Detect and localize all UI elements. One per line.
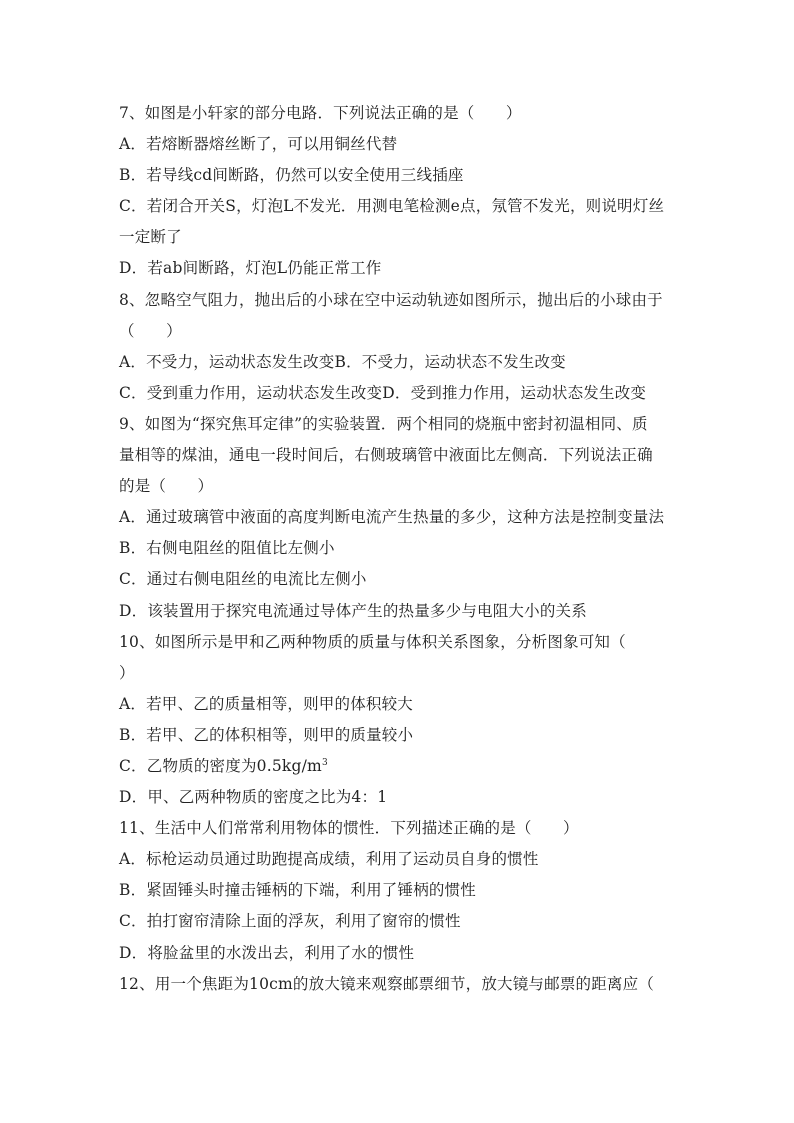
q10-option-c-exponent: 3 [321,757,328,768]
q7-option-d: D．若ab间断路，灯泡L仍能正常工作 [119,259,382,278]
q10-option-b: B．若甲、乙的体积相等，则甲的质量较小 [119,725,414,744]
q10-option-d: D．甲、乙两种物质的密度之比为4：1 [119,788,388,807]
q10-option-c-text: C．乙物质的密度为0.5kg/m [119,756,322,775]
q8-options-ab: A．不受力，运动状态发生改变B．不受力，运动状态不发生改变 [119,352,566,371]
q9-option-a: A．通过玻璃管中液面的高度判断电流产生热量的多少，这种方法是控制变量法 [119,508,665,527]
q10-option-a: A．若甲、乙的质量相等，则甲的体积较大 [119,694,413,713]
q9-stem-cont-1: 量相等的煤油，通电一段时间后，右侧玻璃管中液面比左侧高．下列说法正确 [119,446,653,465]
q7-option-a: A．若熔断器熔丝断了，可以用铜丝代替 [119,135,398,154]
q9-option-d: D．该装置用于探究电流通过导体产生的热量多少与电阻大小的关系 [119,601,587,620]
q8-stem-cont: （ ） [119,321,182,340]
q9-stem-cont-2: 的是（ ） [119,477,214,496]
q9-stem: 9、如图为“探究焦耳定律”的实验装置．两个相同的烧瓶中密封初温相同、质 [119,414,648,433]
question-text [119,98,679,1000]
q7-stem: 7、如图是小轩家的部分电路．下列说法正确的是（ ） [119,104,522,122]
q7-option-c: C．若闭合开关S，灯泡L不发光．用测电笔检测e点，氖管不发光，则说明灯丝 [119,197,665,216]
q10-stem: 10、如图所示是甲和乙两种物质的质量与体积关系图象，分析图象可知（ [119,632,626,651]
q7-option-c-cont: 一定断了 [119,228,182,247]
q8-options-cd: C．受到重力作用，运动状态发生改变D．受到推力作用，运动状态发生改变 [119,383,647,402]
q11-option-c: C．拍打窗帘清除上面的浮灰，利用了窗帘的惯性 [119,912,461,931]
q9-option-b: B．右侧电阻丝的阻值比左侧小 [119,539,335,558]
q11-option-b: B．紧固锤头时撞击锤柄的下端，利用了锤柄的惯性 [119,881,476,900]
q12-stem: 12、用一个焦距为10cm的放大镜来观察邮票细节，放大镜与邮票的距离应（ [119,974,655,993]
q8-stem: 8、忽略空气阻力，抛出后的小球在空中运动轨迹如图所示，抛出后的小球由于 [119,290,663,309]
q11-option-a: A．标枪运动员通过助跑提高成绩，利用了运动员自身的惯性 [119,850,539,869]
q9-option-c: C．通过右侧电阻丝的电流比左侧小 [119,570,367,589]
q11-option-d: D．将脸盆里的水泼出去，利用了水的惯性 [119,943,415,962]
q10-stem-cont: ） [119,663,135,682]
q10-option-c [119,751,679,782]
q7-option-b: B．若导线cd间断路，仍然可以安全使用三线插座 [119,166,464,185]
q11-stem: 11、生活中人们常常利用物体的惯性．下列描述正确的是（ ） [119,819,579,838]
